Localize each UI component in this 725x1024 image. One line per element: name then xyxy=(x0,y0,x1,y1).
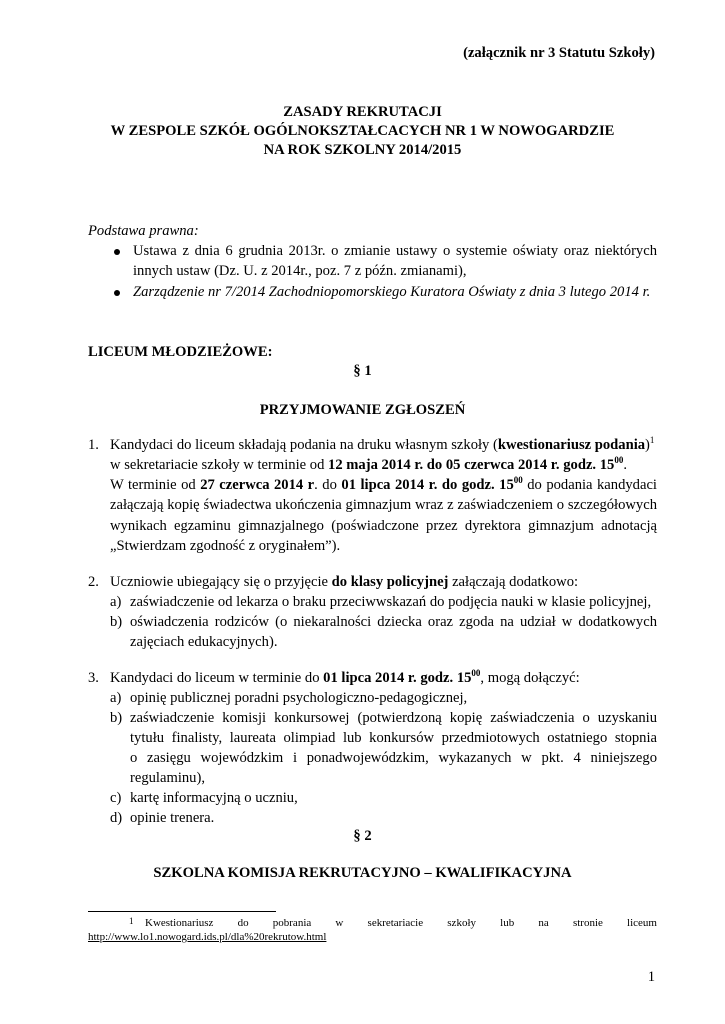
page-number: 1 xyxy=(647,969,655,985)
item-3-a-label: a) xyxy=(110,690,122,706)
paragraph-2-title: SZKOLNA KOMISJA REKRUTACYJNO – KWALIFIKACYJNA xyxy=(153,865,572,881)
footnote-mark: 1 xyxy=(129,916,134,926)
item-3-line-1: Kandydaci do liceum w terminie do 01 lipca 2014 r. godz. $15^{00}$, mogą dołączyć: xyxy=(110,668,580,686)
title-line-3: NA ROK SZKOLNY 2014/2015 xyxy=(263,142,462,158)
legal-item-1-line-1: Ustawa z dnia 6 grudnia 2013r. o zmianie ustawy o systemie oświaty oraz niektórych xyxy=(133,243,657,259)
item-3-b-label: b) xyxy=(110,710,123,726)
item-1-line-3: W terminie od 27 czerwca 2014 r. do 01 lipca 2014 r. do godz. $15^{00}$ do podania kandydaci xyxy=(110,475,657,493)
item-3-number: 3. xyxy=(88,670,99,686)
item-1-line-5: wynikach egzaminu gimnazjalnego (poświadczone przez dyrektora gimnazjum adnotacją xyxy=(110,518,657,534)
title-line-2: W ZESPOLE SZKÓŁ OGÓLNOKSZTAŁCACYCH NR 1 W NOWOGARDZIE xyxy=(110,123,615,139)
legal-item-1-line-2: innych ustaw (Dz. U. z 2014r., poz. 7 z późn. zmianami), xyxy=(133,263,467,279)
item-3-b-line-2: tytułu finalisty, laureata olimpiad lub konkursów przedmiotowych ostatniego stopnia xyxy=(130,730,657,746)
title-line-1: ZASADY REKRUTACJI xyxy=(283,104,442,120)
item-2-b-line-1: oświadczenia rodziców (o niekaralności dziecka oraz zgoda na udział w dodatkowych xyxy=(130,614,657,630)
footnote-divider xyxy=(88,911,276,912)
item-3-d-label: d) xyxy=(110,810,123,826)
item-3-c-label: c) xyxy=(110,790,122,806)
item-3-b-line-3: o zasięgu wojewódzkim i ponadwojewódzkim, wykazanych w pkt. 4 niniejszego xyxy=(130,750,657,766)
paragraph-1-mark: § 1 xyxy=(353,363,372,379)
legal-basis-label: Podstawa prawna: xyxy=(88,223,199,239)
paragraph-1-title: PRZYJMOWANIE ZGŁOSZEŃ xyxy=(259,402,466,418)
bullet-icon xyxy=(114,290,120,296)
item-2-a-label: a) xyxy=(110,594,122,610)
item-2-b-line-2: zajęciach edukacyjnych). xyxy=(130,634,278,650)
item-3-c-text: kartę informacyjną o uczniu, xyxy=(130,790,298,806)
bullet-icon xyxy=(114,249,120,255)
item-3-b-line-4: regulaminu), xyxy=(130,770,205,786)
item-2-b-label: b) xyxy=(110,614,123,630)
paragraph-2-mark: § 2 xyxy=(353,828,372,844)
item-3-a-text: opinię publicznej poradni psychologiczno-pedagogicznej, xyxy=(130,690,468,706)
item-3-b-line-1: zaświadczenie komisji konkursowej (potwierdzoną kopię zaświadczenia o uzyskaniu xyxy=(130,710,657,726)
item-2-line-1: Uczniowie ubiegający się o przyjęcie do klasy policyjnej załączają dodatkowo: xyxy=(110,574,579,590)
legal-item-2: Zarządzenie nr 7/2014 Zachodniopomorskiego Kuratora Oświaty z dnia 3 lutego 2014 r. xyxy=(133,284,651,300)
item-2-number: 2. xyxy=(88,574,99,590)
item-1-line-1: Kandydaci do liceum składają podania na druku własnym szkoły (kwestionariusz podania)$^1$ xyxy=(110,435,655,453)
annex-note: (załącznik nr 3 Statutu Szkoły) xyxy=(463,45,655,61)
item-3-d-text: opinie trenera. xyxy=(130,810,215,826)
item-1-line-6: „Stwierdzam zgodność z oryginałem”). xyxy=(110,538,341,554)
section-heading: LICEUM MŁODZIEŻOWE: xyxy=(88,344,273,360)
footnote-link-wrap xyxy=(88,930,326,944)
item-1-line-4: załączają kopię świadectwa ukończenia gimnazjum wraz z zaświadczeniem o szczegółowych xyxy=(110,497,657,513)
footnote-text: Kwestionariusz do pobrania w sekretariacie szkoły lub na stronie liceum xyxy=(145,917,657,929)
item-1-number: 1. xyxy=(88,437,99,453)
footnote-url-link[interactable]: http://www.lo1.nowogard.ids.pl/dla%20rekrutow.html xyxy=(88,931,327,943)
item-1-line-2: w sekretariacie szkoły w terminie od 12 maja 2014 r. do 05 czerwca 2014 r. godz. $15^{00}$. xyxy=(110,455,627,473)
item-2-a-text: zaświadczenie od lekarza o braku przeciwwskazań do podjęcia nauki w klasie policyjnej, xyxy=(130,594,652,610)
